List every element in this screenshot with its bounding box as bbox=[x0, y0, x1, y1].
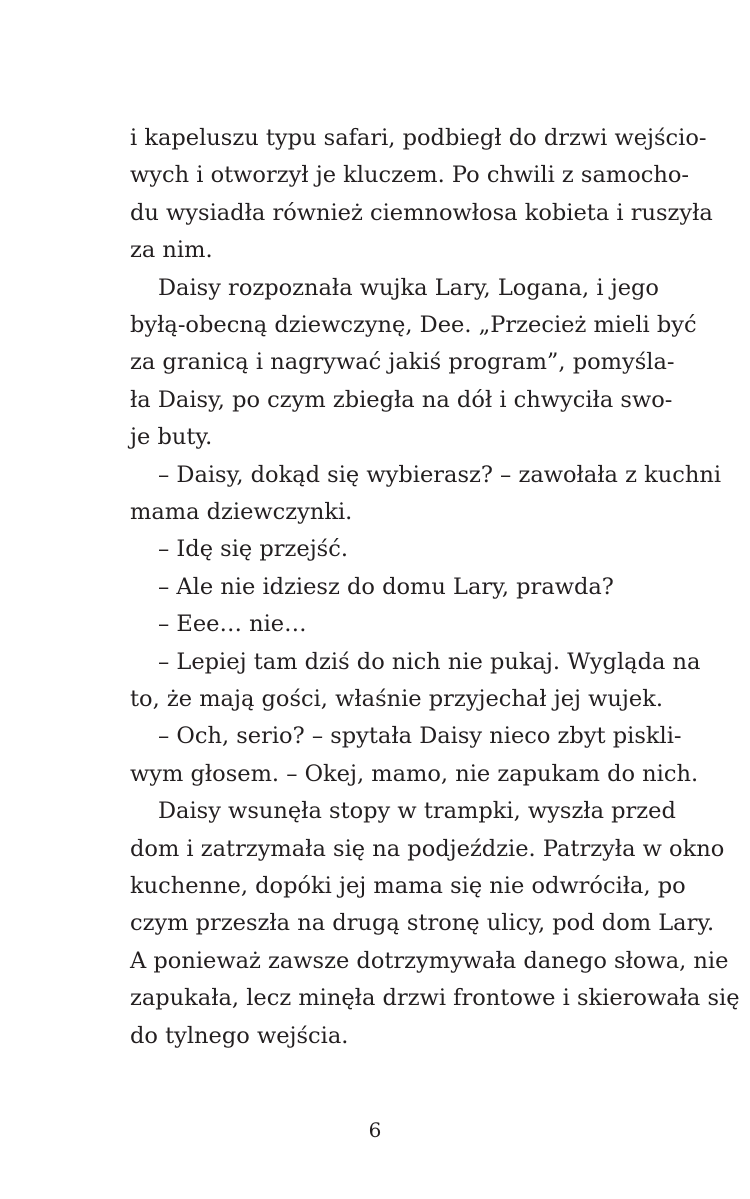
paragraph-first-line: Daisy wsunęła stopy w trampki, wyszła przed bbox=[158, 798, 676, 824]
dialogue-line: – Och, serio? – spytała Daisy nieco zbyt piskli- bbox=[158, 723, 682, 749]
text-line: zapukała, lecz minęła drzwi frontowe i skierowała się bbox=[130, 985, 740, 1011]
text-line: wych i otworzył je kluczem. Po chwili z samocho- bbox=[130, 162, 690, 188]
text-line: i kapeluszu typu safari, podbiegł do drzwi wejścio- bbox=[130, 125, 707, 151]
text-line: byłą-obecną dziewczynę, Dee. „Przecież mieli być bbox=[130, 312, 697, 338]
text-line: je buty. bbox=[130, 424, 213, 450]
dialogue-line: – Idę się przejść. bbox=[158, 536, 348, 562]
paragraph-first-line: Daisy rozpoznała wujka Lary, Logana, i jego bbox=[158, 275, 659, 301]
text-line: kuchenne, dopóki jej mama się nie odwróciła, po bbox=[130, 873, 686, 899]
text-line: czym przeszła na drugą stronę ulicy, pod dom Lary. bbox=[130, 910, 715, 936]
dialogue-line: – Lepiej tam dziś do nich nie pukaj. Wygląda na bbox=[158, 649, 701, 675]
text-line: dom i zatrzymała się na podjeździe. Patrzyła w okno bbox=[130, 836, 725, 862]
dialogue-line: – Ale nie idziesz do domu Lary, prawda? bbox=[158, 574, 614, 600]
text-line: to, że mają gości, właśnie przyjechał jej wujek. bbox=[130, 686, 663, 712]
text-line: wym głosem. – Okej, mamo, nie zapukam do nich. bbox=[130, 761, 699, 787]
text-line: du wysiadła również ciemnowłosa kobieta i ruszyła bbox=[130, 200, 713, 226]
text-line: za nim. bbox=[130, 237, 213, 263]
text-line: ła Daisy, po czym zbiegła na dół i chwyciła swo- bbox=[130, 387, 673, 413]
page-number: 6 bbox=[368, 1118, 382, 1142]
text-line: A ponieważ zawsze dotrzymywała danego słowa, nie bbox=[130, 948, 729, 974]
text-line: do tylnego wejścia. bbox=[130, 1023, 349, 1049]
dialogue-line: – Daisy, dokąd się wybierasz? – zawołała z kuchni bbox=[158, 462, 722, 488]
dialogue-line: – Eee… nie… bbox=[158, 611, 307, 637]
text-line: mama dziewczynki. bbox=[130, 499, 353, 525]
text-line: za granicą i nagrywać jakiś program”, pomyśla- bbox=[130, 349, 675, 375]
